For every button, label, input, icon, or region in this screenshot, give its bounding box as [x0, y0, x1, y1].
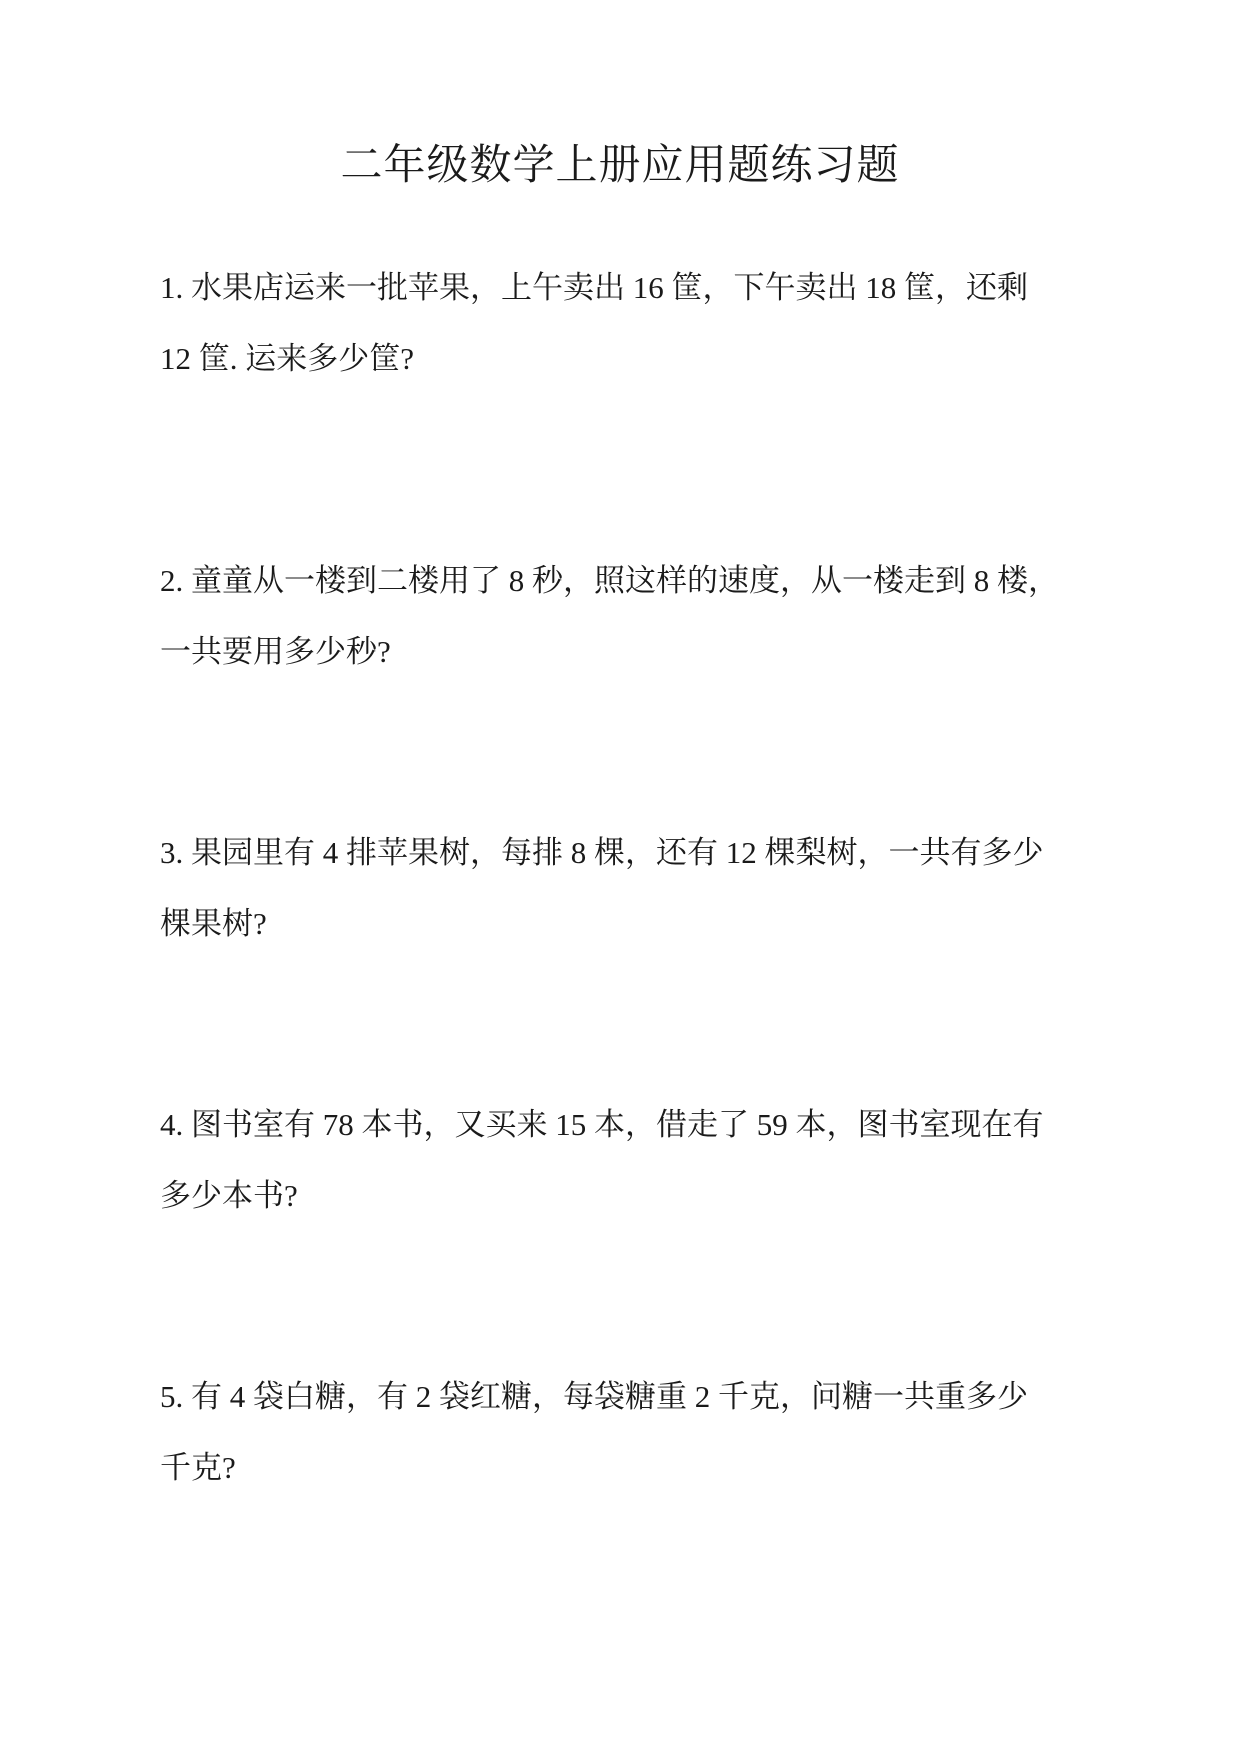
- problem-3-line-1: 3. 果园里有 4 排苹果树，每排 8 棵，还有 12 棵梨树，一共有多少: [160, 835, 1044, 870]
- problem-2-line-1: 2. 童童从一楼到二楼用了 8 秒，照这样的速度，从一楼走到 8 楼，: [160, 563, 1059, 598]
- problem-4-line-2: 多少本书?: [160, 1178, 298, 1213]
- problem-1-line-1: 1. 水果店运来一批苹果，上午卖出 16 筐，下午卖出 18 筐，还剩: [160, 270, 1028, 305]
- problem-3: [160, 817, 1080, 959]
- problem-4: [160, 1089, 1080, 1231]
- problem-1: [160, 252, 1080, 394]
- problem-5-line-1: 5. 有 4 袋白糖，有 2 袋红糖，每袋糖重 2 千克，问糖一共重多少: [160, 1379, 1028, 1414]
- page-title: 二年级数学上册应用题练习题: [340, 143, 900, 189]
- problem-5: [160, 1361, 1080, 1503]
- problem-2: [160, 545, 1080, 687]
- problem-5-line-2: 千克?: [160, 1450, 236, 1485]
- problem-2-line-2: 一共要用多少秒?: [160, 634, 391, 669]
- problem-3-line-2: 棵果树?: [160, 906, 267, 941]
- problem-4-line-1: 4. 图书室有 78 本书，又买来 15 本，借走了 59 本，图书室现在有: [160, 1107, 1044, 1142]
- problem-1-line-2: 12 筐. 运来多少筐?: [160, 341, 415, 376]
- problem-list: [0, 252, 1241, 1503]
